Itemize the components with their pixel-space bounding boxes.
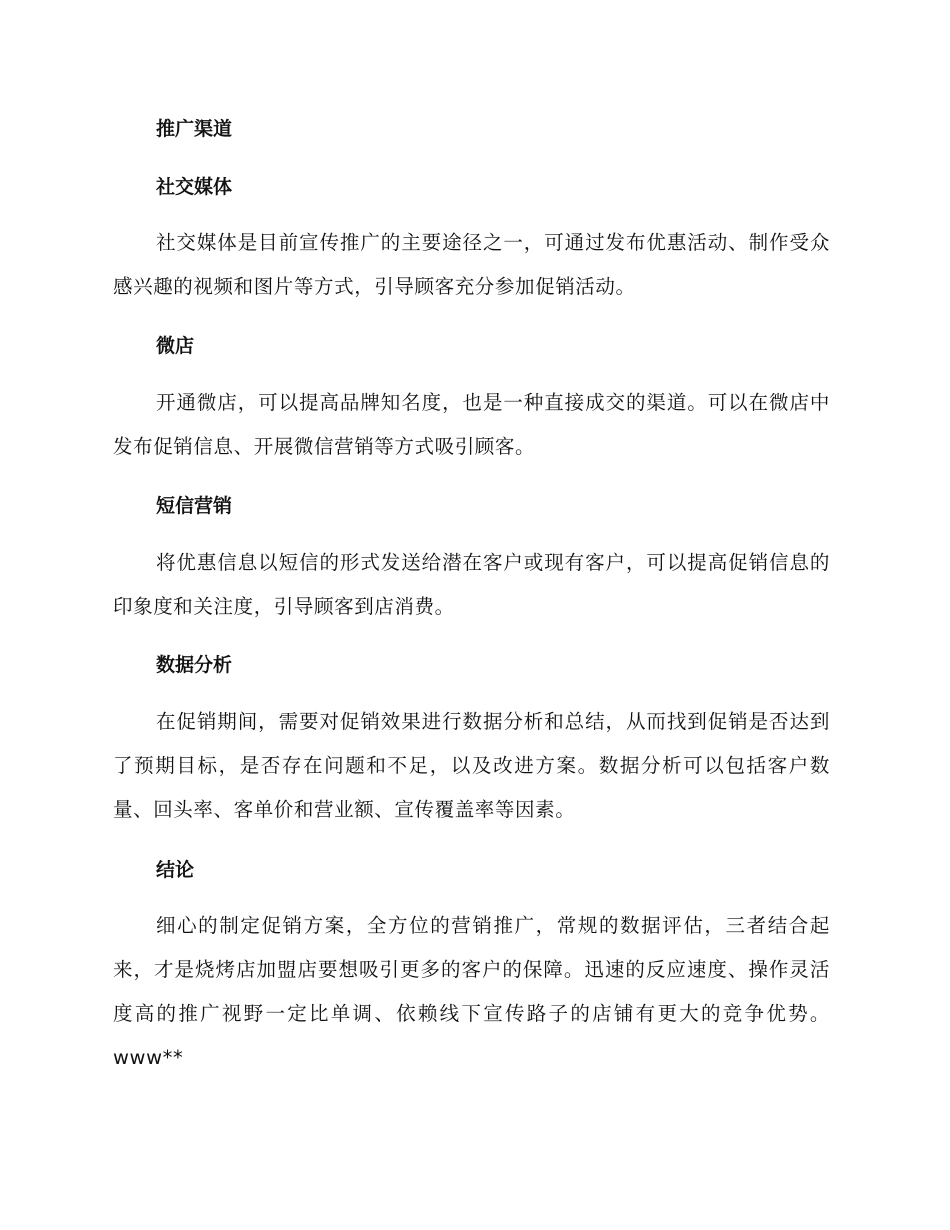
subheading-social-media: 社交媒体 xyxy=(156,176,233,198)
paragraph-sms-marketing: 将优惠信息以短信的形式发送给潜在客户或现有客户，可以提高促销信息的印象度和关注度，引导顾客到店消费。 xyxy=(113,551,830,618)
paragraph-conclusion: 细心的制定促销方案，全方位的营销推广，常规的数据评估，三者结合起来，才是烧烤店加盟店要想吸引更多的客户的保障。迅速的反应速度、操作灵活度高的推广视野一定比单调、依赖线下宣传路子的店铺有更大的竞争优势。www** xyxy=(113,914,830,1069)
subheading-sms-marketing: 短信营销 xyxy=(156,495,233,517)
paragraph-weidian: 开通微店，可以提高品牌知名度，也是一种直接成交的渠道。可以在微店中发布促销信息、开展微信营销等方式吸引顾客。 xyxy=(113,391,830,458)
subheading-data-analysis: 数据分析 xyxy=(156,654,233,676)
subheading-weidian: 微店 xyxy=(156,335,195,357)
paragraph-social-media: 社交媒体是目前宣传推广的主要途径之一，可通过发布优惠活动、制作受众感兴趣的视频和图片等方式，引导顾客充分参加促销活动。 xyxy=(113,231,830,298)
section-heading-channels: 推广渠道 xyxy=(156,118,233,140)
paragraph-data-analysis: 在促销期间，需要对促销效果进行数据分析和总结，从而找到促销是否达到了预期目标，是否存在问题和不足，以及改进方案。数据分析可以包括客户数量、回头率、客单价和营业额、宣传覆盖率等因素。 xyxy=(113,710,830,821)
subheading-conclusion: 结论 xyxy=(156,859,195,881)
